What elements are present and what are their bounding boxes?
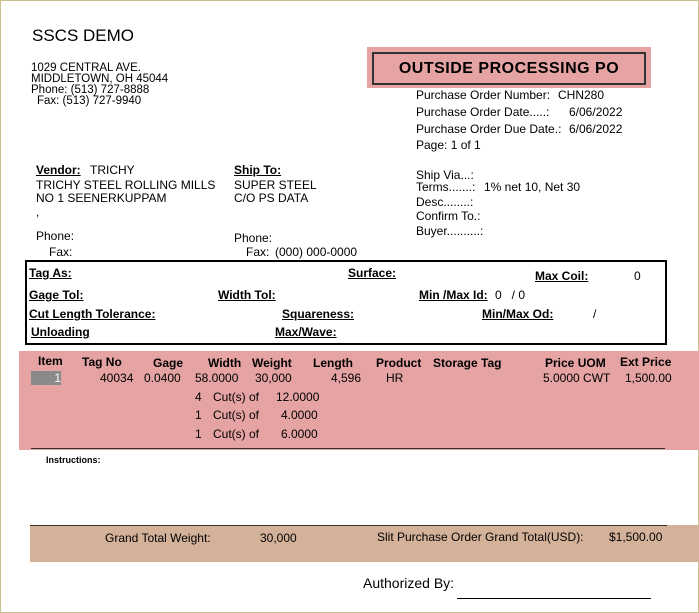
po-due: 6/06/2022 xyxy=(569,122,623,136)
terms-label: Terms.......: xyxy=(416,180,476,194)
po-number: CHN280 xyxy=(558,88,605,102)
cut-size: 12.0000 xyxy=(276,390,320,404)
vendor-phone-label: Phone: xyxy=(36,229,75,243)
tag-as-label: Tag As: xyxy=(29,266,72,280)
unloading-label: Unloading xyxy=(31,325,90,339)
max-coil-value: 0 xyxy=(634,269,641,283)
ship-to-address: C/O PS DATA xyxy=(234,191,309,205)
cut-length-tolerance-label: Cut Length Tolerance: xyxy=(29,307,156,321)
col-price-uom: Price UOM xyxy=(545,356,606,370)
col-ext-price: Ext Price xyxy=(620,355,672,369)
company-phone: Phone: (513) 727-8888 xyxy=(31,84,150,96)
grand-total-weight: 30,000 xyxy=(260,531,297,545)
ship-to-label: Ship To: xyxy=(234,163,282,177)
min-max-id-label: Min /Max Id: xyxy=(419,288,488,302)
address-line1: 1029 CENTRAL AVE. xyxy=(31,62,141,74)
col-storage-tag: Storage Tag xyxy=(433,356,502,370)
table-row xyxy=(31,371,61,385)
row-item: 1 xyxy=(31,371,61,385)
grand-total-label: Slit Purchase Order Grand Total(USD): xyxy=(377,530,584,544)
vendor-address: NO 1 SEENERKUPPAM xyxy=(36,191,167,205)
vendor-city: , xyxy=(36,205,40,219)
ship-to-name: SUPER STEEL xyxy=(234,178,317,192)
cut-count: 1 xyxy=(195,427,202,441)
po-number-label: Purchase Order Number: xyxy=(416,88,551,102)
page-number: Page: 1 of 1 xyxy=(416,138,481,152)
max-wave-label: Max/Wave: xyxy=(275,325,337,339)
surface-label: Surface: xyxy=(348,266,397,280)
vendor-label: Vendor: xyxy=(36,163,81,177)
po-due-label: Purchase Order Due Date.: xyxy=(416,122,562,136)
company-address xyxy=(31,63,168,107)
col-item: Item xyxy=(38,354,63,368)
width-tol-label: Width Tol: xyxy=(218,288,276,302)
terms-value: 1% net 10, Net 30 xyxy=(484,180,581,194)
row-price-uom: 5.0000 CWT xyxy=(543,371,611,385)
cut-size: 6.0000 xyxy=(281,427,318,441)
col-tag-no: Tag No xyxy=(82,355,122,369)
address-line2: MIDDLETOWN, OH 45044 xyxy=(31,73,169,85)
row-gage: 0.0400 xyxy=(144,371,181,385)
po-date-label: Purchase Order Date.....: xyxy=(416,105,550,119)
signature-line xyxy=(457,598,651,599)
ship-to-fax: (000) 000-0000 xyxy=(275,245,358,259)
po-title-box xyxy=(367,47,651,88)
min-max-od-label: Min/Max Od: xyxy=(482,307,554,321)
instructions-label: Instructions: xyxy=(46,455,101,465)
col-length: Length xyxy=(313,356,353,370)
row-length: 4,596 xyxy=(331,371,362,385)
cut-count: 4 xyxy=(195,390,202,404)
ship-to-phone-label: Phone: xyxy=(234,231,273,245)
confirm-to-label: Confirm To.: xyxy=(416,209,481,223)
cut-count: 1 xyxy=(195,408,202,422)
vendor-name: TRICHY STEEL ROLLING MILLS xyxy=(36,178,216,192)
cut-label: Cut(s) of xyxy=(213,408,260,422)
cut-label: Cut(s) of xyxy=(213,390,260,404)
cut-size: 4.0000 xyxy=(281,408,318,422)
col-gage: Gage xyxy=(153,356,184,370)
vendor-code: TRICHY xyxy=(90,163,135,177)
ship-to-fax-label: Fax: xyxy=(246,245,270,259)
row-ext-price: 1,500.00 xyxy=(625,371,672,385)
cut-label: Cut(s) of xyxy=(213,427,260,441)
row-width: 58.0000 xyxy=(195,371,239,385)
min-max-id-value: 0 / 0 xyxy=(495,288,526,302)
gage-tol-label: Gage Tol: xyxy=(29,288,84,302)
buyer-label: Buyer..........: xyxy=(416,224,484,238)
row-tag-no: 40034 xyxy=(100,371,134,385)
vendor-fax-label: Fax: xyxy=(49,245,73,259)
ship-via-label: Ship Via...: xyxy=(416,168,474,182)
row-weight: 30,000 xyxy=(255,371,292,385)
col-weight: Weight xyxy=(252,356,292,370)
items-divider xyxy=(31,448,665,449)
company-fax: Fax: (513) 727-9940 xyxy=(37,95,142,107)
grand-total-value: $1,500.00 xyxy=(609,530,663,544)
desc-label: Desc........: xyxy=(416,195,474,209)
row-product: HR xyxy=(386,371,404,385)
po-title: OUTSIDE PROCESSING PO xyxy=(372,52,646,85)
col-width: Width xyxy=(208,356,242,370)
po-date: 6/06/2022 xyxy=(569,105,623,119)
max-coil-label: Max Coil: xyxy=(535,269,589,283)
squareness-label: Squareness: xyxy=(282,307,355,321)
grand-total-weight-label: Grand Total Weight: xyxy=(105,531,211,545)
col-product: Product xyxy=(376,356,422,370)
company-name: SSCS DEMO xyxy=(32,26,135,45)
authorized-by-label: Authorized By: xyxy=(363,575,455,591)
totals-divider xyxy=(30,525,667,526)
min-max-od-value: / xyxy=(593,307,597,321)
